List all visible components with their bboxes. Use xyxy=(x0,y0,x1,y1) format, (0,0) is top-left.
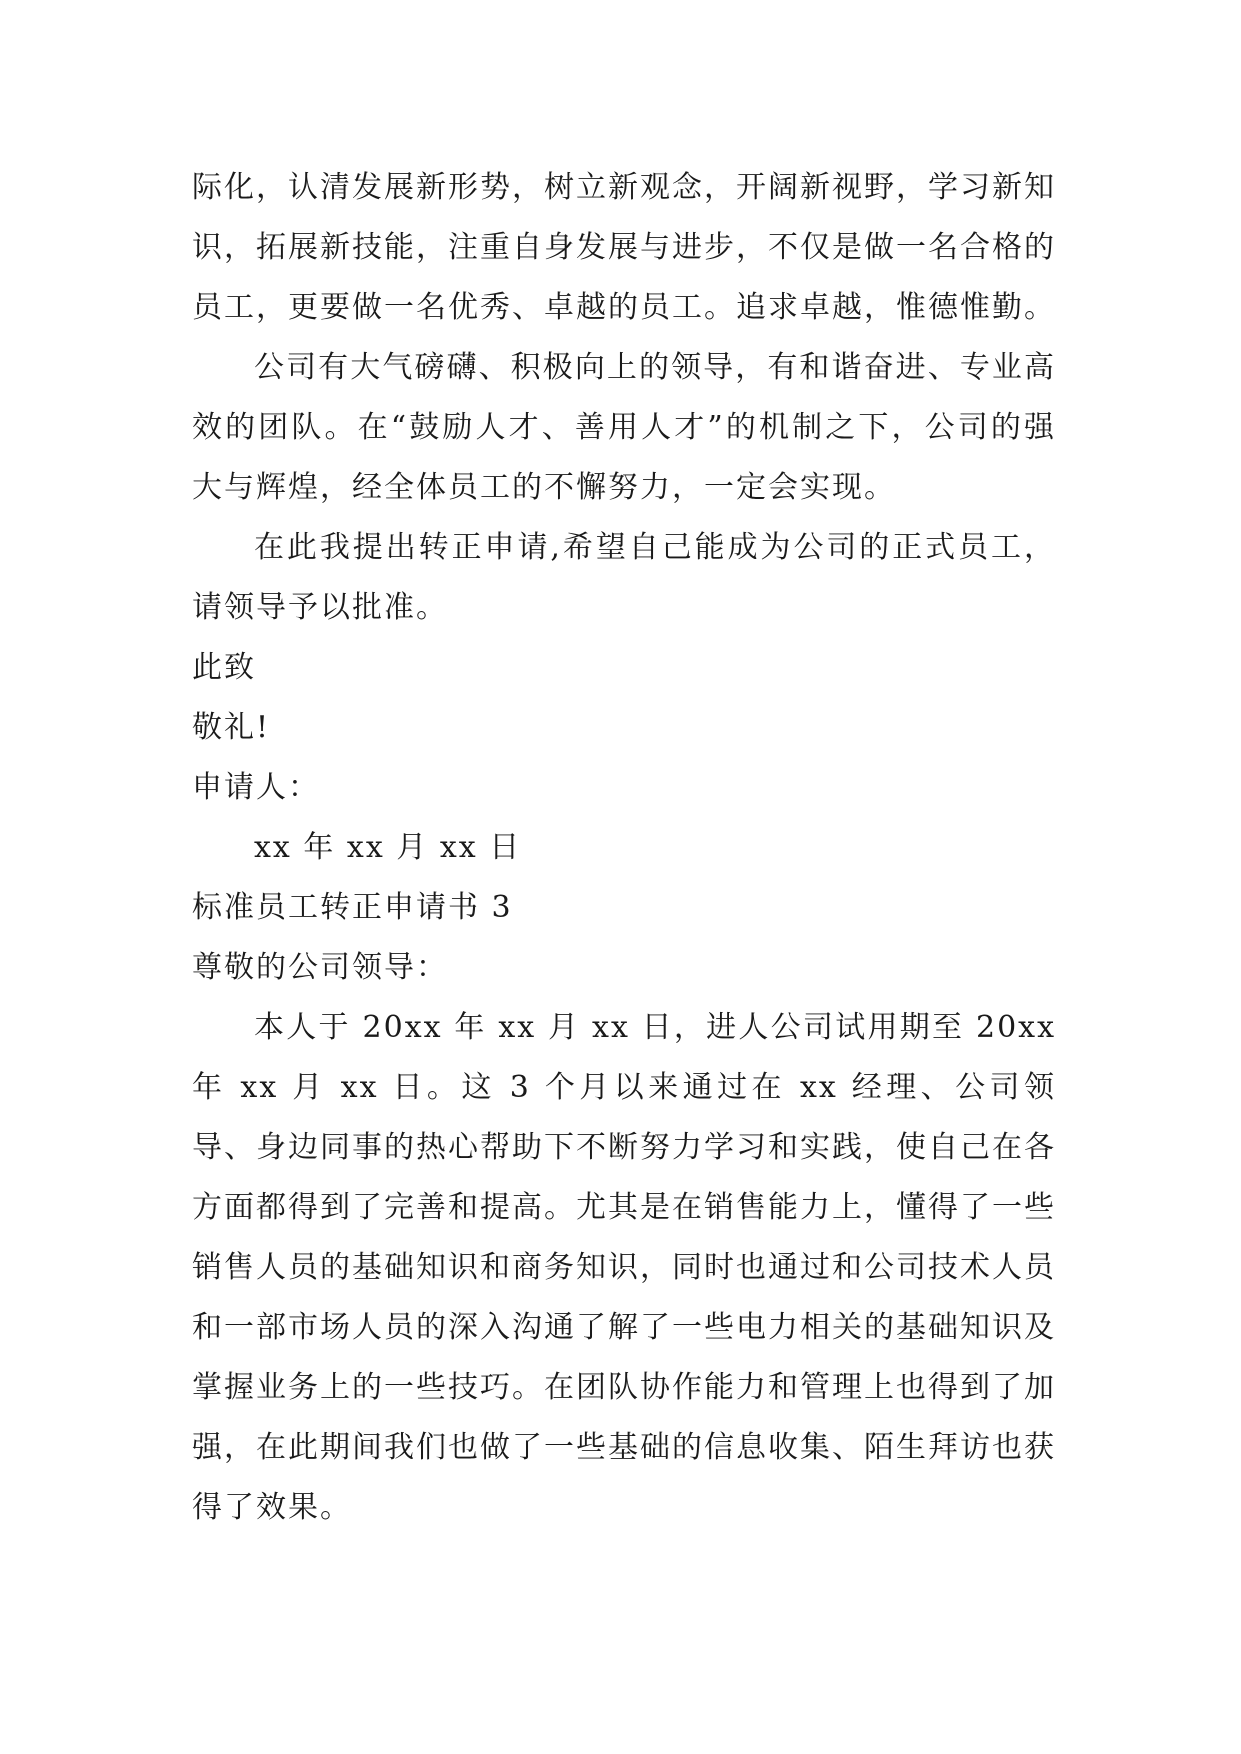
closing-line-1: 此致 xyxy=(192,650,256,685)
document-page xyxy=(192,158,1056,1538)
paragraph-4: 本人于 20xx 年 xx 月 xx 日，进人公司试用期至 20xx 年 xx 月 xx 日。这 3 个月以来通过在 xx 经理、公司领导、身边同事的热心帮助下不断努力学习和实践，使自己在各方面都得到了完善和提高。尤其是在销售能力上，懂得了一些销售人员的基础知识和商务知识，同时也通过和公司技术人员和一部市场人员的深入沟通了解了一些电力相关的基础知识及掌握业务上的一些技巧。在团队协作能力和管理上也得到了加强，在此期间我们也做了一些基础的信息收集、陌生拜访也获得了效果。 xyxy=(192,1010,1056,1525)
date-line: xx 年 xx 月 xx 日 xyxy=(254,830,522,865)
closing-line-2: 敬礼! xyxy=(192,710,271,745)
applicant-label: 申请人： xyxy=(192,770,320,805)
paragraph-1: 际化，认清发展新形势，树立新观念，开阔新视野，学习新知识，拓展新技能，注重自身发展与进步，不仅是做一名合格的员工，更要做一名优秀、卓越的员工。追求卓越，惟德惟勤。 xyxy=(192,170,1056,325)
salutation: 尊敬的公司领导： xyxy=(192,950,448,985)
section-title: 标准员工转正申请书 3 xyxy=(192,890,513,925)
paragraph-3: 在此我提出转正申请,希望自己能成为公司的正式员工，请领导予以批准。 xyxy=(192,530,1056,625)
paragraph-2: 公司有大气磅礴、积极向上的领导，有和谐奋进、专业高效的团队。在“鼓励人才、善用人才”的机制之下，公司的强大与辉煌，经全体员工的不懈努力，一定会实现。 xyxy=(192,350,1056,505)
